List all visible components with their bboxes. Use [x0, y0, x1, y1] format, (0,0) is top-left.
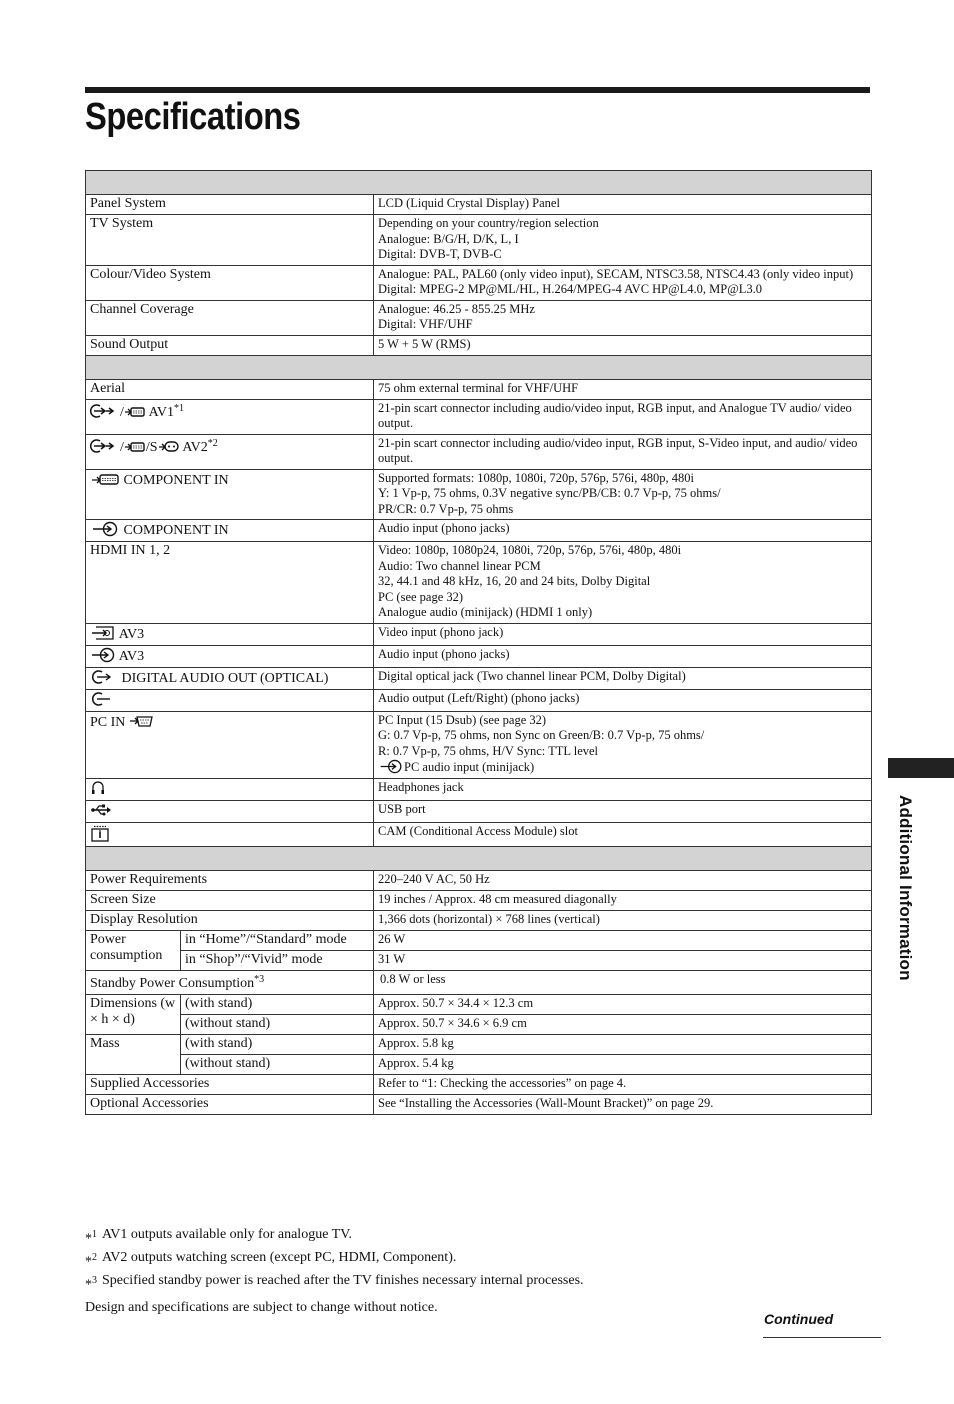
scart-in-out-icon — [90, 403, 120, 419]
scart-in-out-icon — [90, 438, 120, 454]
video-icon — [124, 403, 146, 419]
table-row: / /S AV2$^{*2}$ 21-pin scart connector including audio/video input, RGB input, S-Video input, and audio/ video output. — [86, 434, 872, 469]
component-video-icon — [90, 471, 120, 487]
continued-rule — [763, 1337, 881, 1338]
s-video-icon — [158, 438, 180, 454]
table-row: Dimensions (w × h × d) (with stand) Approx. 50.7 × 34.4 × 12.3 cm — [86, 994, 872, 1014]
usb-icon — [90, 802, 112, 818]
section-header-system — [86, 171, 872, 195]
table-row: Sound Output 5 W + 5 W (RMS) — [86, 335, 872, 355]
section-header-others — [86, 846, 872, 870]
table-row: CAM (Conditional Access Module) slot — [86, 822, 872, 846]
table-row: Colour/Video System Analogue: PAL, PAL60 (only video input), SECAM, NTSC3.58, NTSC4.43 (only video input) Digital: MPEG-2 MP@ML/HL, H.264/MPEG-4 AVC HP@L4.0, MP@L3.0 — [86, 265, 872, 300]
table-row: Panel System LCD (Liquid Crystal Display) Panel — [86, 195, 872, 215]
cam-slot-icon — [90, 824, 110, 842]
table-row: DIGITAL AUDIO OUT (OPTICAL) Digital optical jack (Two channel linear PCM, Dolby Digital) — [86, 667, 872, 689]
section-header-io — [86, 355, 872, 379]
table-row: USB port — [86, 800, 872, 822]
av1-label: AV1 — [148, 404, 175, 420]
table-row: HDMI IN 1, 2 Video: 1080p, 1080p24, 1080i, 720p, 576p, 576i, 480p, 480i Audio: Two channel linear PCM 32, 44.1 and 48 kHz, 16, 20 and 24 bits, Dolby Digital PC (see page 32) Analogue audio (minijack) (HDMI 1 only) — [86, 542, 872, 624]
table-row: (without stand) Approx. 5.4 kg — [86, 1054, 872, 1074]
table-row: in “Shop”/“Vivid” mode 31 W — [86, 950, 872, 970]
title-rule — [85, 87, 870, 93]
audio-input-icon — [90, 521, 120, 537]
table-row: Standby Power Consumption$^{*3}$ 0.8 W or less — [86, 970, 872, 994]
digital-audio-out-icon — [90, 669, 118, 685]
footnote: *$^3$ Specified standby power is reached after the TV finishes necessary internal processes. — [85, 1273, 584, 1293]
table-row: Supplied Accessories Refer to “1: Checking the accessories” on page 4. — [86, 1074, 872, 1094]
footnotes — [85, 1226, 584, 1295]
audio-input-icon — [378, 759, 404, 774]
video-icon — [124, 438, 146, 454]
table-row: Power Requirements 220–240 V AC, 50 Hz — [86, 870, 872, 890]
pc-input-icon — [129, 713, 155, 729]
table-row: Headphones jack — [86, 778, 872, 800]
section-tab — [888, 758, 954, 778]
design-note: Design and specifications are subject to change without notice. — [85, 1300, 438, 1315]
side-section-label: Additional Information — [896, 795, 915, 981]
audio-output-icon — [90, 691, 118, 707]
table-row: AV3 Video input (phono jack) — [86, 623, 872, 645]
spec-table — [85, 170, 872, 1115]
table-row: / AV1$^{*1}$ 21-pin scart connector including audio/video input, RGB input, and Analogue TV audio/ video output. — [86, 399, 872, 434]
footnote: *$^2$ AV2 outputs watching screen (except PC, HDMI, Component). — [85, 1250, 457, 1270]
table-row: Optional Accessories See “Installing the Accessories (Wall-Mount Bracket)” on page 29. — [86, 1094, 872, 1114]
audio-input-icon — [90, 647, 116, 663]
video-input-icon — [90, 625, 116, 641]
table-row: PC IN PC Input (15 Dsub) (see page 32) G: 0.7 Vp-p, 75 ohms, non Sync on Green/B: 0.7 Vp-p, 75 ohms/ R: 0.7 Vp-p, 75 ohms, H/V Sync: TTL level PC audio input (minijack) — [86, 711, 872, 778]
table-row: Screen Size 19 inches / Approx. 48 cm measured diagonally — [86, 890, 872, 910]
table-row: (without stand) Approx. 50.7 × 34.6 × 6.9 cm — [86, 1014, 872, 1034]
footnote: *$^1$ AV1 outputs available only for analogue TV. — [85, 1227, 353, 1247]
table-row: Power consumption in “Home”/“Standard” mode 26 W — [86, 930, 872, 950]
page-title: Specifications — [85, 96, 301, 138]
table-row: COMPONENT IN Audio input (phono jacks) — [86, 520, 872, 542]
table-row: Channel Coverage Analogue: 46.25 - 855.25 MHz Digital: VHF/UHF — [86, 300, 872, 335]
headphones-icon — [90, 780, 106, 796]
table-row: Mass (with stand) Approx. 5.8 kg — [86, 1034, 872, 1054]
av2-label: AV2 — [182, 439, 208, 455]
table-row: Aerial 75 ohm external terminal for VHF/UHF — [86, 379, 872, 399]
table-row: Display Resolution 1,366 dots (horizontal) × 768 lines (vertical) — [86, 910, 872, 930]
table-row: Audio output (Left/Right) (phono jacks) — [86, 689, 872, 711]
continued-label: Continued — [764, 1311, 834, 1327]
table-row: COMPONENT IN Supported formats: 1080p, 1080i, 720p, 576p, 576i, 480p, 480i Y: 1 Vp-p, 75 ohms, 0.3V negative sync/PB/CB: 0.7 Vp-p, 75 ohms/ PR/CR: 0.7 Vp-p, 75 ohms — [86, 469, 872, 520]
table-row: AV3 Audio input (phono jacks) — [86, 645, 872, 667]
table-row: TV System Depending on your country/region selection Analogue: B/G/H, D/K, L, I Digital: DVB-T, DVB-C — [86, 215, 872, 266]
